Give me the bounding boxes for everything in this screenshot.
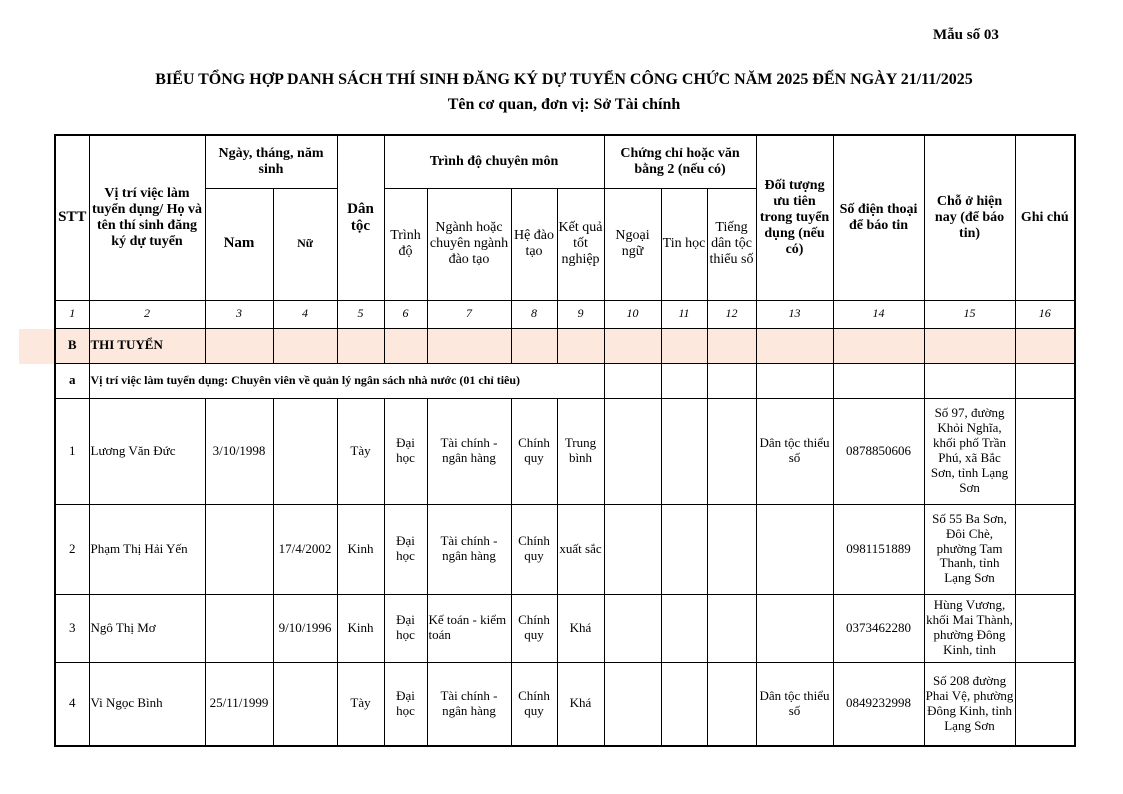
table-row xyxy=(55,662,1075,746)
candidate-major: Tài chính - ngân hàng xyxy=(427,398,511,504)
candidate-level: Đại học xyxy=(384,662,427,746)
candidate-dob-male xyxy=(205,504,273,594)
candidate-ethnicity: Kinh xyxy=(337,594,384,662)
candidate-mode: Chính quy xyxy=(511,504,557,594)
header-dob: Ngày, tháng, năm sinh xyxy=(205,135,337,188)
candidate-phone: 0878850606 xyxy=(833,398,924,504)
section-b-code: B xyxy=(55,328,89,363)
candidate-phone: 0373462280 xyxy=(833,594,924,662)
col-number: 8 xyxy=(511,300,557,328)
candidate-major: Kế toán - kiểm toán xyxy=(427,594,511,662)
col-number: 13 xyxy=(756,300,833,328)
candidate-address: Số 55 Ba Sơn, Đôi Chè, phường Tam Thanh, tỉnh Lạng Sơn xyxy=(924,504,1015,594)
candidate-foreign-lang xyxy=(604,594,661,662)
header-qualification: Trình độ chuyên môn xyxy=(384,135,604,188)
col-number: 10 xyxy=(604,300,661,328)
document-title: BIỂU TỔNG HỢP DANH SÁCH THÍ SINH ĐĂNG KÝ DỰ TUYỂN CÔNG CHỨC NĂM 2025 ĐẾN NGÀY 21/11/2025 xyxy=(155,71,973,88)
candidate-address: Hùng Vương, khối Mai Thành, phường Đông Kinh, tỉnh xyxy=(924,594,1015,662)
candidate-name: Ngô Thị Mơ xyxy=(89,594,205,662)
header-mode: Hệ đào tạo xyxy=(511,188,557,300)
candidate-ethnicity: Tày xyxy=(337,398,384,504)
header-major: Ngành hoặc chuyên ngành đào tạo xyxy=(427,188,511,300)
section-a-row xyxy=(55,363,1075,398)
candidate-stt: 3 xyxy=(55,594,89,662)
candidate-priority xyxy=(756,504,833,594)
candidate-it xyxy=(661,398,707,504)
header-phone: Số điện thoại để báo tin xyxy=(833,135,924,300)
candidate-priority: Dân tộc thiểu số xyxy=(756,398,833,504)
candidate-mode: Chính quy xyxy=(511,594,557,662)
candidate-dob-female: 17/4/2002 xyxy=(273,504,337,594)
col-number: 14 xyxy=(833,300,924,328)
col-number: 7 xyxy=(427,300,511,328)
candidate-minority-lang xyxy=(707,594,756,662)
candidate-level: Đại học xyxy=(384,594,427,662)
candidate-name: Lương Văn Đức xyxy=(89,398,205,504)
section-b-row xyxy=(55,328,1075,363)
header-minority-lang: Tiếng dân tộc thiểu số xyxy=(707,188,756,300)
candidate-dob-female xyxy=(273,398,337,504)
candidate-level: Đại học xyxy=(384,398,427,504)
col-number: 2 xyxy=(89,300,205,328)
candidate-note xyxy=(1015,398,1075,504)
candidate-it xyxy=(661,662,707,746)
candidate-phone: 0981151889 xyxy=(833,504,924,594)
section-highlight-band xyxy=(19,329,54,364)
document-subtitle: Tên cơ quan, đơn vị: Sở Tài chính xyxy=(447,96,681,113)
header-position: Vị trí việc làm tuyển dụng/ Họ và tên thí sinh đăng ký dự tuyển xyxy=(89,135,205,300)
candidate-stt: 1 xyxy=(55,398,89,504)
candidate-result: Khá xyxy=(557,594,604,662)
table-row xyxy=(55,594,1075,662)
section-a-label: Vị trí việc làm tuyển dụng: Chuyên viên về quản lý ngân sách nhà nước (01 chỉ tiêu) xyxy=(89,363,604,398)
candidate-dob-male: 25/11/1999 xyxy=(205,662,273,746)
header-male: Nam xyxy=(205,188,273,300)
col-number: 9 xyxy=(557,300,604,328)
header-stt: STT xyxy=(55,135,89,300)
candidate-name: Phạm Thị Hải Yến xyxy=(89,504,205,594)
candidate-dob-female xyxy=(273,662,337,746)
header-female: Nữ xyxy=(273,188,337,300)
section-b-label: THI TUYỂN xyxy=(89,328,205,363)
candidate-stt: 2 xyxy=(55,504,89,594)
candidate-stt: 4 xyxy=(55,662,89,746)
header-priority: Đối tượng ưu tiên trong tuyển dụng (nếu có) xyxy=(756,135,833,300)
candidate-priority: Dân tộc thiểu số xyxy=(756,662,833,746)
candidate-mode: Chính quy xyxy=(511,662,557,746)
candidate-it xyxy=(661,504,707,594)
candidate-phone: 0849232998 xyxy=(833,662,924,746)
candidate-table xyxy=(54,134,1076,747)
col-number: 6 xyxy=(384,300,427,328)
candidate-it xyxy=(661,594,707,662)
col-number: 3 xyxy=(205,300,273,328)
col-number: 12 xyxy=(707,300,756,328)
candidate-result: xuất sắc xyxy=(557,504,604,594)
candidate-minority-lang xyxy=(707,504,756,594)
candidate-mode: Chính quy xyxy=(511,398,557,504)
header-level: Trình độ xyxy=(384,188,427,300)
header-certificate: Chứng chỉ hoặc văn bằng 2 (nếu có) xyxy=(604,135,756,188)
candidate-name: Vi Ngọc Bình xyxy=(89,662,205,746)
candidate-note xyxy=(1015,594,1075,662)
header-it: Tin học xyxy=(661,188,707,300)
header-ethnicity: Dân tộc xyxy=(337,135,384,300)
candidate-foreign-lang xyxy=(604,662,661,746)
candidate-level: Đại học xyxy=(384,504,427,594)
col-number: 5 xyxy=(337,300,384,328)
candidate-ethnicity: Tày xyxy=(337,662,384,746)
candidate-minority-lang xyxy=(707,398,756,504)
header-note: Ghi chú xyxy=(1015,135,1075,300)
candidate-foreign-lang xyxy=(604,398,661,504)
candidate-ethnicity: Kinh xyxy=(337,504,384,594)
candidate-dob-female: 9/10/1996 xyxy=(273,594,337,662)
candidate-note xyxy=(1015,504,1075,594)
header-foreign-lang: Ngoại ngữ xyxy=(604,188,661,300)
table-row xyxy=(55,398,1075,504)
section-a-code: a xyxy=(55,363,89,398)
table-row xyxy=(55,504,1075,594)
col-number: 15 xyxy=(924,300,1015,328)
column-number-row xyxy=(55,300,1075,328)
candidate-major: Tài chính - ngân hàng xyxy=(427,504,511,594)
candidate-result: Khá xyxy=(557,662,604,746)
candidate-address: Số 208 đường Phai Vệ, phường Đông Kinh, tỉnh Lạng Sơn xyxy=(924,662,1015,746)
candidate-note xyxy=(1015,662,1075,746)
candidate-dob-male: 3/10/1998 xyxy=(205,398,273,504)
candidate-minority-lang xyxy=(707,662,756,746)
candidate-major: Tài chính - ngân hàng xyxy=(427,662,511,746)
col-number: 4 xyxy=(273,300,337,328)
candidate-foreign-lang xyxy=(604,504,661,594)
header-result: Kết quả tốt nghiệp xyxy=(557,188,604,300)
header-address: Chỗ ở hiện nay (để báo tin) xyxy=(924,135,1015,300)
col-number: 16 xyxy=(1015,300,1075,328)
candidate-address: Số 97, đường Khỏi Nghĩa, khối phố Trần Phú, xã Bắc Sơn, tỉnh Lạng Sơn xyxy=(924,398,1015,504)
candidate-priority xyxy=(756,594,833,662)
col-number: 11 xyxy=(661,300,707,328)
form-number: Mẫu số 03 xyxy=(933,27,999,43)
candidate-dob-male xyxy=(205,594,273,662)
candidate-result: Trung bình xyxy=(557,398,604,504)
col-number: 1 xyxy=(55,300,89,328)
